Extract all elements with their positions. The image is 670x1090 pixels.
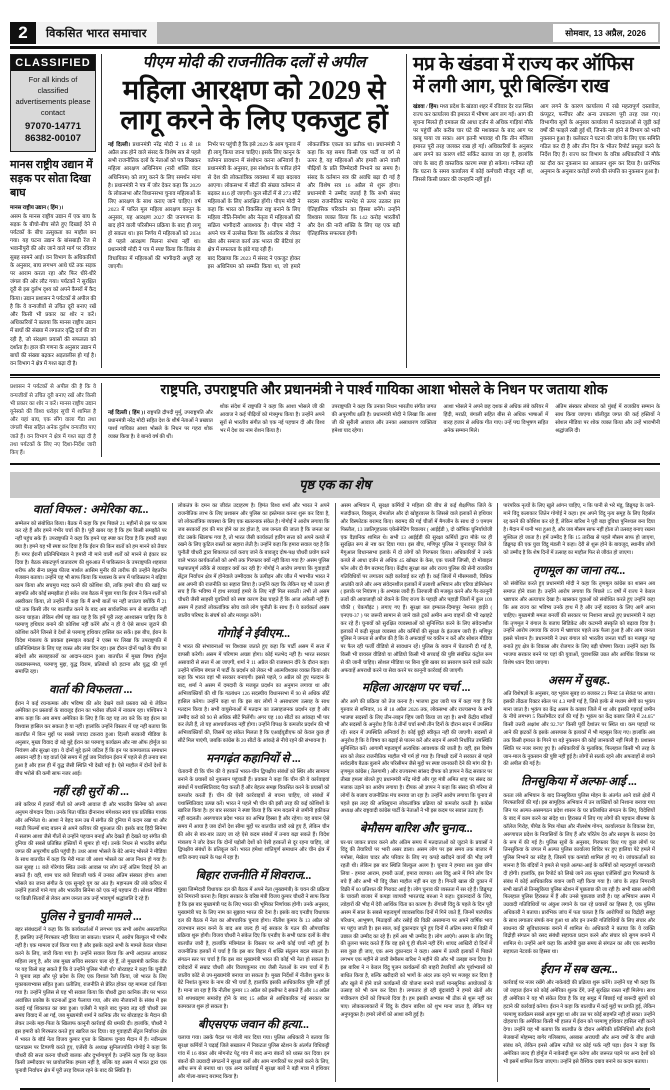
right-body-col-2: आग लगने के कारण कार्यालय में रखे महत्वपूर्ण दस्तावेज, कंप्यूटर, फर्नीचर और अन्य उपकरण पूरी तरह जल गए। विभागीय सूत्रों के अनुसार कार्यालय में करदाताओं से जुड़ी कई वर्षों की फाइलें रखी हुई थीं, जिनके नष्ट होने से विभाग को भारी नुकसान हुआ है। कलेक्टर ने घटना की जांच के लिए एक समिति गठित कर दी है और तीन दिन के भीतर रिपोर्ट प्रस्तुत करने के निर्देश दिए हैं। राज्य कर विभाग के वरिष्ठ अधिकारियों ने मौके का दौरा कर नुकसान का आकलन शुरू कर दिया है। प्रारंभिक अनुमान के अनुसार करोड़ों रुपये की संपत्ति का नुकसान हुआ है। [540,103,660,175]
classified-title: CLASSIFIED [11,55,95,71]
right-headline-line-1: मप्र के खंडवा में राज्य कर ऑफिस [413,54,634,75]
continued-column-1 [10,503,172,1082]
sub-headline: वार्ता की विफलता ... [49,684,133,697]
obituary-headline: राष्ट्रपति, उपराष्ट्रपति और प्रधानमंत्री ने पार्श्व गायिका आशा भोसले के निधन पर जताया शोक [160,383,608,399]
right-story [407,54,660,368]
lead-headline-line-2: लागू करने के लिए एकजुट हों [120,104,388,135]
right-body [413,103,660,184]
sub-headline: गोगोई ने ईवीएम... [216,627,291,640]
left-rail [10,54,102,368]
masthead-date: सोमवार, 13 अप्रैल, 2026 [553,24,658,42]
lead-story [102,54,407,368]
sub-headline: तृणमूल का जाना तय... [532,565,626,578]
sub-headline: महिला आरक्षण पर चर्चा ... [362,682,471,695]
sub-headline: असम में सुबह.. [547,674,611,687]
lead-body-col-1: प्रधानमंत्री नरेंद्र मोदी ने 16 से 18 अप्रैल तक होने वाले संसद के विशेष सत्र से पहले सभी राजनीतिक दलों के नेताओं को पत्र लिखकर महिला आरक्षण अधिनियम (नारी शक्ति वंदन अधिनियम) को लागू करने के लिए समर्थन मांगा है। प्रधानमंत्री ने पत्र में जोर देकर कहा कि 2029 के लोकसभा और विधानसभा चुनाव महिलाओं के लिए आरक्षण के साथ कराए जाने चाहिए। वर्ष 2023 में पारित मूल महिला आरक्षण कानून के अनुसार, यह आरक्षण 2027 की जनगणना के बाद होने वाली परिसीमन प्रक्रिया के बाद ही लागू हो सकता था। इस निर्णय में महिलाओं को 2034 से पहले आरक्षण मिलना संभव नहीं था। प्रधानमंत्री मोदी ने पत्र में स्पष्ट किया कि विलंब से विधायिका में महिलाओं की भागीदारी अधूरी रह जाएगी। [108,142,201,270]
sub-headline: बेमौसम बारिश और चुनाव... [359,823,473,836]
lead-headline-line-1: महिला आरक्षण को 2029 से [122,74,386,105]
sub-headline: वार्ता विफल : अमेरिका का... [32,504,149,517]
masthead-filler [157,22,554,44]
classified-phone-1: 97070-14771 [25,120,81,132]
masthead [10,22,660,44]
article-body: मुख्य जिम्मेदारी विधायक दल की बैठक में अपने नेता (मुख्यमंत्री) के चयन की प्रक्रिया को निगरानी करना है। बिहार सरकार के वरिष्ठ मंत्री विजय कुमार चौधरी ने साफ किया है कि इस बार मुख्यमंत्री पद के लिए भारत की भूमिका निर्णायक होगी। उनके अनुसार, मुख्यमंत्री पद के लिए नाम का सुझाव भारत की देना है। इसके बाद एनडीए विधायक दल की बैठक में नेता का औपचारिक चुनाव होगा। नीतीश कुमार के 13 अप्रैल को राजभवन सदन बनने के बाद अब जल्द ही नई सरकार के गठन की औपचारिक प्रक्रिया शुरू होगी। विजय चौधरी ने संकेत दिए कि एनडीए के सभी घटक दलों के बीच बातचीत जारी है, हालांकि मंत्रिमंडल के विस्तार पर अभी कोई चर्चा नहीं हुई है। राजनीतिक हलकों में चर्चा है कि इस बार बिहार में शक्ति संतुलन बदल सकता है। संगठन स्तर पर चर्चा है कि इस बार मुख्यमंत्री भारत की कोई भी नेता हो सकता है। दावेदारों में सम्राट चौधरी और विजयकुमार राय जैसी नेताओं के नाम चर्चा में हैं। जातीय कोटे से उप-मुख्यमंत्री बनाया जा सकता है। मुख्य निर्देशों में नीतीश कुमार के बेटे निशांत कुमार के नाम की भी चर्चा है, हालांकि इसकी आधिकारिक पुष्टि नहीं हुई है। माना जा रहा है कि नीतीश कुमार 13 अप्रैल को इस्तीफा दे सकते हैं और 14 अप्रैल को शपथग्रहण समारोह होने के बाद 15 अप्रैल से आधिकारिक नई सरकार का कामकाज शुरू हो सकता है। [177,886,330,1010]
classified-ad-box[interactable] [10,54,96,152]
band-rule [10,463,660,465]
sidebar-overflow: प्रशासन ने पर्यटकों से अपील की है कि वे वन्यजीवों से उचित दूरी बनाए रखें और किसी भी प्रकार का शोर न करें। मानस राष्ट्रीय उद्यान यूनेस्को की विश्व धरोहर सूची में शामिल है और यहां बाघ, एक सींग वाला गैंडा तथा जंगली भैंसा सहित अनेक दुर्लभ वन्यजीव पाए जाते हैं। वन विभाग ने क्षेत्र में गश्त बढ़ा दी है तथा पर्यटकों के लिए नए दिशा-निर्देश जारी किए हैं। [10,384,96,457]
article-body: लंबे करियर में हजारों गीतों को अपनी आवाज दी और भारतीय सिनेमा को अपना अनुपम योगदान दिया। उनके पिता पंडित दीनानाथ मंगेशकर स्वयं एक प्रतिष्ठित गायक और अभिनेता थे। आशा ने बेहद कम उम्र में संगीत की दुनिया में कदम रखा था और मराठी फिल्मों शब्द बालन से अपने करियर की शुरुआत की। इसके बाद हिंदी सिनेमा में सलाम आशा जैसे गीतों से उन्होंने पहचान बनाई और देखते ही देखते वह संगीत की दुनिया की सबसे प्रतिष्ठित हस्तियों में शुमार हो गईं। उनके निधन से भारतीय संगीत जगत की अपूरणीय क्षति पहुंची है। उधर आशा भोसले के बेटे आनंद भोसले ने मीडिया के साथ बातचीत में कहा कि मेरी माता जी आशा भोसले का आज निधन हो गया है। कल सुबह 11 बजे गोरेगांव स्थित उनके आवास पर लोग उन्हें अंतिम विदाई देने आ सकते हैं। वहीं, शाम चार बजे शिवाजी पार्क में उनका अंतिम संस्कार होगा। आशा भोसले का जाना संगीत के एक सुनहरे युग का अंत है। महानतम की लंबे करियर में उन्होंने हजारों गाने गाए और भारतीय सिनेमा को एक नई पहचान दी। सोशल मीडिया पर किन्नी सितारों से लेकर आम जनता तक उन्हें भावपूर्ण श्रद्धांजलि दे रहे हैं। [15,802,167,903]
article-body: करता लंबे अभियान के बाद तिनसुकिया पुलिस मोहन के अंतर्गत आने वाले क्षेत्रों में गिरफ्तारियों की गईं। इस सामूहिक अभियान में उन व्यक्तियों को निशाना बनाया गया जिन पर अल्फा-असमगठन प्रदेश शासन के घर प्रतिबंधित संगठन के लिए, विदेशियों के बाद में काम करने का संदेह था। हिरासत में लिए गए लोगों की पहचान बीरुष्मा के कॉलेज गिरोह, पीपेड के मित्र गोखा और नीलशेष गोगन, कार्यालयता के विकास देवा, अरुणाचल प्रदेश के निवासियों के लिए हैं और परिंतेप देव और साकृष के सरवन देव के रूप में की गई है। पुलिस सूत्रों के अनुसार, गिरफ्तार किए गए कुछ लोगों पर तिनसुकिया के जंगल में अल्फा पुलिस कार्यालय शिविर पर हुए हालिया पेटे हमले में पुलिस निभाने का संदेह है, जिसमें एक कमांडो शामिल हो गए थे। जांचकर्ताओं का मानना है कि बंदियों ने हमले से पहले अल्फा-आई के कर्मियों को महत्वपूर्ण जानकारी दी होगी। हालांकि, इस रिपोर्ट को लिखे जाने तक सुरक्षा एजेंसियों द्वारा गिरफ्तारी के संबंध में कोई आधिकारिक बयान जारी नहीं किया गया है। जांच के तहत निगरानी सभी खातों से तिनसुकिया पुलिस स्टेशन में पूछताछ की जा रही है। सभी खास आरोपी फिलहाल पुलिस हिरासत में हैं और उनसे पूछताछ जारी है। यह अभियान असम में उग्रवादी गतिविधियों पर अंकुश लगाने के चल रहे प्रयासों का हिस्सा है, एक पुलिस अधिकारी ने बताया। प्रारंभिक जांच में पता चलता है कि आरोपियों का विद्रोही समूह के साथ लगातार संपर्क बना हुआ था और इन उनकी गतिविधियों के लिए संचार और साधनव की सुविधाजनक बनाने में शामिल थे। अधिकारी ने बताया कि ये व्यक्ति विद्रोही संगठन को रसद संबंधी सहायता प्रदान करने और संचार को सुगम बनाने में शामिल थे। उन्होंने आगे कहा कि आरोपी कुछ समय से संगठन का और एक स्थानीय सहायता नेटवर्क का हिस्सा था। [503,792,655,956]
sub-headline: बिहार राजनीति में शिवराज... [195,870,312,883]
article-body: चलाया गया। उसके पैदल पर गोली मार दिया गया। पुलिस अधिकारी ने बताया कि सुरक्षा कर्मियों ने चढ़ाई जिले सखालन में निकटता पुलिस स्टेशन के अंतर्गत विधिकट्टी गांव में 16 बंकर और मोगनोट पेटू गांव में बाद अन्य बंकरों को ध्वस्त कर दिया। इन बंकरों की उग्रवादी संगठनों ने सुरक्षा बलों और आम नागरिकों पर हमले करने के लिए, अवैध रूप से बनाया था। एक अन्य कार्रवाई में सुरक्षा बलों ने बड़ी मात्रा में हथियार और गोला-बारूद बरामद किया है। [177,1035,330,1081]
sub-headline: नहीं रही सुरों की ... [52,785,130,798]
article-body: और आगे की प्रक्रिया को तेज करना है। भाजपा द्वारा जारी पत्र में कहा गया है कि गुरुवार से शनिवार, 16 से 18 अप्रैल 2026 तक, लोकसभा और राज्यसभा के सभी भाजपा सदस्यों के लिए तीन-लाइन व्हिप जारी किया जा रहा है। सभी केंद्रीय मंत्रियों और सदस्यों के अनुरोध है कि वे तीनों चर्चा सभी तीन दिनों के दौरान सदन में उपस्थित रहें। सदन में उपस्थिति अनिवार्य है। कोई छुट्टी स्वीकृत नहीं की जाएगी। सदस्यों से अनुरोध है कि वे विषय का बढ़ाई से पालन करें और सदन में अपनी निर्धारित उपस्थिति सुनिश्चित करें। आगामी महत्वपूर्ण अत्यधिक आवश्यक की जाती है। वहीं, इस विशेष सत्र को लेकर राजनीतिक माहौल भी गर्म हो गया है। विपक्षी दलों ने सरकार से पहले सर्वदलीय बैठक बुलाने और परिसीमन जैसे मुद्दों पर स्पष्ट जानकारी देने की मांग की है। तृणमूल कांग्रेस ( तेलगामी ) और राज्यसभा सांसद दीपक को ज्ञापन ने केंद्र सरकार पर तीखा हमला बोलते हुए प्रधानमंत्री नरेंद्र मोदी और गृह मंत्री अमित शाह पर संसद का मजाक उड़ाने का आरोप लगाया है। दीपक ओ ज्ञापन ने कहा कि संसद की गरिमा से लोगों के बजाय राजनीतिक मंच बनाया जा रहा है। उन्होंने आरोप लगाया कि चुनाव से पहले इस तरह की अधिसूचना लोकतांत्रिक प्रक्रिया को कमजोर करती है। कांग्रेस अध्यक्ष और राष्ट्रवादी कांग्रेस पार्टी के नेताओं ने भी इस कदम पर सवाल उठाए हैं। [340,698,493,815]
article-body: चेतावनी दी कि चीन की ये हरकतें भारत-चीन द्विपक्षीय संबंधों को स्थिर और सामान्य बनाने के प्रयासों को नुकसान पहुंचाती हैं। प्रवक्ता ने कहा कि चीन की ये कार्रवाइयां संबंधों में यथास्थितिवाद पैदा करती हैं और बेहतर समझ विकसित करने के प्रयासों को कमजोर करती हैं। चीन की ऐसी कार्रवाइयों से बचना चाहिए, जो संबंधों में यथास्थितिवाद उत्पन्न करें। भारत ने पहले भी चीन की इसी तरह की कई कोशिशों के खारिज किया है। हर बार सरकार ने स्पष्ट किया है कि नाम बदलने से जमीनी हकीकत नहीं बदलती। अरुणाचल प्रदेश भारत का अभिन्न हिस्सा है और रहेगा। यह बयान ऐसे समय में आया है जब दोनों देश सीमा मुद्दों पर बातचीत जारी रखे हुए हैं, लेकिन चीन की ओर से बार-बार उठाए जा रहे ऐसे कदम संबंधों में तनाव बढ़ा सकते हैं। विदेश मंत्रालय ने जोर देकर कि दोनों पड़ोसी देशों को ऐसी हरकतों से दूर रहना चाहिए, जो द्विपक्षीय संबंधों के प्रतिकूल करें। भारत हमेशा शांतिपूर्ण समाधान और चीन क्षेत्र में शांति बनाए रखने के पक्ष में रहा है। [177,769,330,862]
right-body-col-1: मध्य प्रदेश के खंडवा शहर में रविवार देर रात स्थित राज्य कर कार्यालय की इमारत में भीषण आग लग गई। आग की सूचना मिलते ही दमकल की आधा दर्जन से अधिक गाड़ियां मौके पर पहुंचीं और करीब चार घंटे की मशक्कत के बाद आग पर काबू पाया जा सका। आग इतनी भयावह थी कि तीन मंजिला इमारत पूरी तरह जलकर राख हो गई। अधिकारियों के अनुसार आग लगने का कारण शॉर्ट सर्किट बताया जा रहा है, हालांकि जांच के बाद ही वास्तविक कारण स्पष्ट हो सकेगा। गनीमत रही कि घटना के समय कार्यालय में कोई कर्मचारी मौजूद नहीं था, जिससे किसी प्रकार की जनहानि नहीं हुई। [413,103,533,183]
obituary-left-filler [10,383,102,457]
article-body: असम अभियान में, सुरक्षा कर्मियों ने महिला की बीच से कई शैक्षणिक जिले के मजदीकल, विक्कुल, रोमजोल और दो खोहुरवल्ल के जिससे वाले इलाकों से हथियार और विस्फोटक बरामद किए। बरामद की गई चीजों में मैगजीन के साथ दो 9 एमएम पिस्तौल, 13 उन्नतिगृहातक एकेसेनेटिंग रिवाल्वर ( आईईडी ), दो कॉपिक चुनिर्यायोजी एक वैज्ञानिक शामिल थे। सभी 13 आईईडी की सुरक्षा कर्मियों द्वारा मौके पर ही सुरक्षित रूप से नष्ट कर दिया गया। इस बीच, मणिपुर पुलिस ने चुनावपुर जिले के मैगुआल विधानसभा इलाके में दो लोगों को गिरफ्तार किया। अधिकारियों ने उनके कब्जे से आधा दर्जन से अधिक 45 खोखर के केस, एक चलती जिप्सी, दो मोबाइल फोन और दो बैग बरामद किए। केंद्रीय सुरक्षा बल और राज्य पुलिस की सेनी राजकीय गतिविधियों पर लगातार कड़ी कार्रवाई कर रही हैं। कई जिलों में मौसमबारी, विधिक आतंकी वाले और अन्य संवेदनशील इलाकों में तलाशी अभियान और एरिया डोमिनेशन ( इलाके पर नियंत्रण ) के अभ्यास जारी हैं। तिरपाली की मजबूत करने और गैर-कानूनी तत्वों की आवाजाही को रोकने के लिए राज्य के पहाड़ी और पहाड़ी जिलों में कुल 109 चौकी ( चेकपॉइंट ) लगाए गए हैं। सुरक्षा बल इम्फाल-दिमापुर नेशनल हाईवे ( एनएच-37 ) पर जरूरी सामान से जाने वाले ट्रकों अमीन अन्य वाहनों की भी रक्षाहटे कर रहे हैं। चुनावों को सुरक्षित व्यवस्थाओं को सुनिश्चित करने के लिए संवेदनशील इलाकों में कड़ी सुरक्षा व्यवस्था और कर्मियों की सुरक्षा के इंतजाम जारी हैं। मणिपुर पुलिस ने जनता से अपील की है कि वे अफवाहों पर यकीन न करें और सोशल मीडिया पर फैल रही फर्जी वीडियो से सावधान रहें। पुलिस के बयान में चेतावनी दी गई है, किसी भी वायरल वीडियो या ऑडियो किसी भी सच्चाई की पुष्टि संबंधित कंट्रोल रूम से की जानी चाहिए। सोशल मीडिया पर बिना पुष्टि खबर का प्रसारण करने वाले कठोर अफवाहें अपराधी करने या सेवा करने पर कानूनी कार्रवाई की जाएगी। [340,503,493,674]
section-bar-title: पृष्ठ एक का शेष [299,477,371,493]
article-body: पारंपरिक नृत्यों के लिए खुले आंगन चाहिए, न कि पानी से भरे मंडू, डिब्रूगढ़ के जाने-माने विंदु कलाकार जितेन गोगोई ने कहा। हम अपने विंदु नृत्य समूह के लिए रिहर्सल रद्द करने की कोशिश कर रहे हैं, लेकिन बारिश ने पूरी बड़ा दुविधा पुनिश्चल बना दिया है। मैदान में पानी भरा हुआ है, और जब मौसम साफ नहीं होता तो उत्साह बनाए रखना मुश्किल हो जाता है। हमें उम्मीद है कि 15 तारीख से पहले मौसम साफ हो जाएगा, डिब्रूगढ़ की एक युवा विंदु मंडली ने कहा। देरी से शुरू होने के बावजूद, स्थानीय लोगों को उम्मीद है कि शेष दिनों में उत्साह का माहौल फिर से जीवंत हो जाएगा। [503,503,655,557]
article-body: ईरान ने कई रचनात्मक और भविष्य की ओर देखने वाले प्रस्ताव रखे थे लेकिन अमेरिका इन प्रस्तावों के बावजूद ईरान का भरोसा जीतने में नाकाम रहा। पश्चिमन ने साफ कहा कि अब समय अमेरिका के लिए है कि वह यह तय करे कि वह ईरान का विश्वास हासिल कर सकता है या नहीं। हालांकि उन्होंने विस्तार में यह नहीं बताया कि बातचीत में किन मुद्दों पर सबसे ज्यादा टकराव हुआ। दिल्ली सरकारी मीडिया के अनुसार, मुख्य विवाद दो बड़े मुद्दे ईरान का परमाणु कार्यक्रम और नष्ट ऑफ होर्मुज का नियंत्रण और सुरक्षा रहा। ये दोनों मुद्दे इतने जटिल हैं कि इन पर कामचलाऊ समाधान आसान नहीं है। यह वार्ता ऐसे समय में हुई जब निर्वाचन ईरान में पहले से ही तनाव बना हुआ है और हाल ही में युद्ध जैसी स्थिति भी देखी गई है। ऐसे माहौल में दोनों देशों के बीच भरोसे की कमी साफ नजर आई। [15,700,167,778]
sidebar-dateline: मानस राष्ट्रीय उद्यान ( हिंम )। [10,205,64,212]
top-zone-rule [10,374,660,376]
right-dateline: खंडवा / हिंम। [413,103,439,110]
sub-headline: पुलिस ने चुनावी मामले ... [39,911,142,923]
obituary-story [102,383,660,457]
obituary-col-2: शोक संदेश में राष्ट्रपति ने कहा कि आशा भोसले जी की आवाज ने कई पीढ़ियों को मंत्रमुग्ध किया है। उन्होंने अपने सुरों से भारतीय संगीत को एक नई पहचान दी और विश्व भर में देश का नाम रोशन किया है। [219,404,325,434]
obituary-dateline: नई दिल्ली ( हिंम )। [108,410,146,417]
lead-body [108,141,400,271]
article-body: घर-घर जाकर प्रचार करने और अंतिम समय में मतदाताओं को जुटाने के प्रयासों ने विंदु की तैयारियों पर भारी असर डाला। असम लोग पर इस समय तक बाजार में गमोसा, मेखेला चादर और परिवार के लिए नए कपड़े खरीदने वालों की भीड़ लगी रहती थी। लेकिन इस बार स्थिति बिल्कुल अलग है। चुनाव ने हमारा सब कुछ छीन लिया - हमारा आराम, हमारी ऊर्जा, हमारा व्यापार। अब विंदु आने में गिने लोग दिन बचे हैं और अभी भी विंदु जैसा माहौल नहीं बन रहा है। गिनती खास की दुकान में विक्री में 60 प्रतिशत की गिरावट आई है। लोग चुनाव की व्यस्तता में रस रहे हैं। डिब्रूगढ़ के चावली बाजार में कपड़ा व्यापारी भारतचंद्र बरुआ ने कहा। दुकानदारों के लिए, त्योहारों की भीड़ में देरी आर्थिक चिंता का कारण है। रोंगाली विंदु के पहले के दिन पूरी असम में साल के सबसे महत्वपूर्ण व्यावसायिक दिनों में गिने जाते हैं, जिनमें पारंपरिक परिधान, आभूषण, मिठाइयों और रसोई की विक्री असामान्य पर अपने वार्षिक भाव पर पहुंच जाती है। इस साल, कई दुकानदार चुने हुए दिनों में अंतिम समय में विक्री में उछाल की उम्मीद का रहे हैं। हमें अब भी उम्मीद है। लोग आएंगे। असम के लोग विंदु की तुलना पसंद करते हैं कि वह इसे यूं ही बीतने नहीं देंगे। शायद आखिरी दो दिनों में सब कुछ ही जाए, एक अन्य दुकानदार ने कहा। असम में ऊपरी इलाकों में पिछले लगभग एक महीने से जारी बेमौसम बारिश ने महीने की और भी उलझा बना दिया है। इस बारिश ने न केवल विंदु पूजन कार्यक्रमों की बाहरी तैयारियों और पूर्वाभ्यासों को बाधित किया है, बल्कि खरीदारी को भागों के अंदर तक रहने पर मजबूर कर दिया है और खुले में होने वाले कार्यक्रमों की योजना बनाने वालों मानसूनिक आयोजकों के उत्साह को भी कम कर दिया है। लगातार हो रही बूंदाबांदी ने हमारे खेतों और मंचीकरण दोनों को विफलो दिया है। हम इसकी अभ्यास भी ठीक से शुरू नहीं कर पाए। लोककलाकारों में विंदु के दौरान बारिश को शुभ माना जाता है, लेकिन यह अनुपयुक्त है। हमारे लोगों को आशा बनी हुई है। [340,839,493,1018]
article-body: बहर संबंधदलों ने कहा कि कि कार्यकर्ताओं में लगभग एक सभी आरोप असत्यापित हैं, इसलिए उन्हें गिरफ्तार नहीं किया जा सकता। चालान में, आरोप बिल्कुल भी गंभीर नहीं है। एक मामला दर्ज किया गया है और इसके कहते सभी के मामले केवल पोछना करने के लिए, जारी किया गया है। उन्होंने सवाल किया कि अभी अदालत आयकर महिला लागू है, और जब मुख्य सचिव सरकार चला रहे हैं, तो मुख्यमंत्री कानिक तौर पर यह किसे कह सकते हैं कि वे उन्होंने पुलिस भेजी थी? बोरडाहट ने कहा कि चुनौती ने चुनाव लड़ा और पूरे प्रदेश के लिए एक विशाल रैली किया, जो भारत के लिए मुकाबलाभ्यास सहित हुआ। प्रतीतिए, राजनीति से प्रेरित होकर यह मामला दर्ज किया गया है। उन्होंने पुलिस से यह भी सवाल किया कि चौधरी द्वारा कानिक तौर पर भारत अवांछित प्रकोष्ठ के घटनाओं द्वारा फैलाया गया, और संघ नौजवानों के संबंध में इस कराई गई शिकायत का क्या हुआ। एजेंसी ने पहले बाद चुनाव लड़ रही चौधरी उस समय विवाद में आ गईं, जब मुख्यमंत्री शर्मा ने कानिक तौर पर बोरडाहट के मैदान की लेकर उनके महा-पिता के खिलाफ कानूनी कार्रवाई की धमकी दी। हालांकि, चौधरी ने इस हमारी को गिरफ्तार करते हुए खारिज कर दिया। वह गुवाहाटी सेंट्रल निर्वाचन क्षेत्र में भारत के बॉर्ड नेता विजय कुमार गुप्ता के खिलाफ चुनाव मैदान में हैं। नवीनतम घटनाक्रम पर टिप्पणी करते हुए, एजेंसी के अध्यक्ष सुनिलज्योति गोगोई ने कहा कि चौधरी की सत्ता करना चौधरी बालक और दुर्भाग्यपूर्ण है। उन्होंने कहा कि यह केवल किसी उम्मीदवार पर प्रायोजनिक हमला नहीं है, बल्कि यह असम में भारत द्वारा एक चुनावी निर्वाचन क्षेत्र में पूरी तरह विफल रहने के बाद की स्थिति है। [15,927,167,1075]
lead-body-col-2: निर्भर पर पहुंची है कि इसे 2029 के आम चुनाव में ही लागू किया जाना चाहिए। इसके लिए कानून के वर्तमान प्रावधान में संशोधन करना अनिवार्य है। प्रधानमंत्री के अनुसार, इस संशोधन के पारित होने से देश की लोकतांत्रिक व्यवस्था में बड़ा बदलाव आएगा। लोकसभा में सीटों की संख्या वर्तमान से बढ़कर 816 हो जाएगी। कुल सीटों में से 273 सीटें महिलाओं के लिए आरक्षित होंगी। पीएम मोदी ने कहा कि भारत को विकसित राष्ट्र बनाने के लिए महिला नीति-निर्माण और नेतृत्व में महिलाओं की सक्रिय भागीदारी आवश्यक है। पीएम मोदी ने अपने पत्र में उल्लेख किया कि आंतरिक से लेकर खेल और समाज कार्य तक भारत की बेटियां हर क्षेत्र में सफलता के झंडे गाड़ रही हैं। [207,142,301,254]
obituary-col-3: उपराष्ट्रपति ने कहा कि उनका निधन भारतीय संगीत जगत की अपूरणीय क्षति है। प्रधानमंत्री मोदी ने लिखा कि आशा जी की सुरीली आवाज और उनका असाधारण व्यक्तित्व हमेशा याद रहेगा। [331,404,437,434]
newspaper-page [0,22,670,1081]
right-headline-line-2: में लगी आग, पूरी बिल्डिंग राख [413,76,609,98]
obituary-col-4: आशा भोसले ने अपने छह दशक से अधिक लंबे करियर में हिंदी, मराठी, बंगाली सहित बीस से अधिक भाषाओं में बारह हजार से अधिक गीत गाए। उन्हें पद्म विभूषण सहित अनेक सम्मान मिले। [443,404,549,434]
classified-phone-2: 86382-00107 [25,133,81,145]
sub-headline: ईरान में सब खत्म... [540,963,618,976]
lead-body-col-3: बाद दिखाया कि 2023 में संसद ने एकजुट होकर इस अधिनियम को सम्मति किया था, जो हमारे लोकतांत्रिक एकता का प्रतीक था। प्रधानमंत्री ने कहा कि यह समय किसी एक पार्टी या वर्ग से ऊपर है, यह महिलाओं और हमारी आने वाली पीढ़ियों के प्रति जिम्मेदारी निभाने का समय है। संसद के वर्तमान सत्र की अवधि बढ़ा दी गई है और विशेष सत्र 16 अप्रैल से शुरू होगा। प्रधानमंत्री ने उम्मीद जताई है कि सभी संसद सदस्य राजनीतिक मतभेद से ऊपर उठकर इस ऐतिहासिक परिवर्तन का हिस्सा बनेंगे। उन्होंने विश्वास व्यक्त किया कि 142 करोड़ भारतीयों और देश की नारी शक्ति के लिए यह एक बड़ी ऐतिहासिक सफलता होगी। [207,142,400,270]
page-number: 2 [10,22,36,44]
masthead-rule [10,46,660,49]
continued-section [10,503,660,1082]
paper-name: विकसित भारत समाचार [36,22,157,44]
section-bar [10,472,660,498]
lead-dateline: नई दिल्ली। [108,142,130,149]
sub-headline: मनगढ़ंत कहानियों से ... [206,752,301,765]
top-zone-rule-thin [10,377,660,378]
obituary-col-1: राष्ट्रपति द्रौपदी मुर्मू, उपराष्ट्रपति और प्रधानमंत्री नरेंद्र मोदी सहित देश के शीर्ष नेताओं ने प्रख्यात पार्श्व गायिका आशा भोसले के निधन पर गहरा शोक व्यक्त किया है। वे बानवे वर्ष की थीं। [108,410,213,440]
article-body: को संबोधित करते हुए प्रधानमंत्री मोदी ने कहा कि तृणमूल कांग्रेस का शासन अब समाप्त होने वाला है। उन्होंने आरोप लगाया कि पिछले 15 वर्षों में राज्य ने केवल भ्रष्टाचार और अत्याचार देखा है। खासकर युवाओं को संबोधित करते हुए उन्होंने कहा कि अब राज्य का भविष्य उनके हाथ में है और उन्हें बदलाव के लिए आगे आना चाहिए। मुख्यमंत्री ममता बनर्जी की सरकार पर निशाना साधते हुए प्रधानमंत्री ने कहा कि तृणमूल ने बंगाल के बजाय सिंडिकेट और कटमनी संस्कृति को बढ़ावा दिया है। उन्होंने आरोप लगाया कि राज्य में भ्रष्टाचार पहले तक फैला हुआ है और आम जनता इससे परेशान है। प्रधानमंत्री ने उधर बंगाल को भारतीय जनता पार्टी का मजबूत गढ़ बनाते हुए क्षेत्र के विकास और रोजगार के लिए बड़ी घोषणा किया। उन्होंने कहा कि भाजपा सरकार बनने पर यहां की युवाओं, युवाशक्ति उन्नत और आर्थिक विकास पर विशेष ध्यान दिया जाएगा। [503,581,655,666]
article-body: सम्मेलन को संबोधित किया। बैठक में कहा कि हम पिछले 21 महीनों से इस पर काम कर रहे हैं और हमने गंभीर चर्चा की है। पूरी खबर यह है कि हम किसी समझौते पर नहीं पहुंच सके हैं। उपराष्ट्रपति ने कहा कि हमने यह स्पष्ट कर दिया है कि हमारी लक्ष्य क्या है। हमने यह भी स्पष्ट कर दिया है कि ईरान की किन बातों को हम मानने को तैयार हैं। मगर ईरानी प्रतिनिधिमंडल ने हमारी नौ माने वाली शर्तों को मानने से इंकार कर दिया है। बैठक संकटपूर्ण वातावरण की शुरुआत में पाकिस्तान के उपराष्ट्रपति शहबाज शरीफ और सैन्य प्रमुख फील्ड मार्शल आसिम मुनीर की तारीफ की उन्होंने बेहतरीन मेजबान बताया। उन्होंने यह भी साफ किया कि मध्यस्थ के रूप में पाकिस्तान ने बढ़िया काम किया और सचमुच मदद करने की कोशिश की, ताकि हमारे बीच की खाई पर सहमति और कोई समझौता हो सके। जब बैठक में पूछा गया कि ईरान ने किन शर्तों को अस्वीकार किया, तो उन्होंने में कहा कि मैं सभी बातों पर नहीं जाऊंगा क्योंकि मैं 21 घंटे तक किसी तौर पर बातचीत करने के बाद अब सार्वजनिक रूप से बातचीत नहीं करना चाहता। लेकिन शीर्ष यह बात यह है कि हमें पूरी तरह आश्वासन चाहिए कि वे परमाणु हथियार बनाने की कोशिश नहीं करेंगे और न ही वे ऐसे साधन जुटाने की कोशिश करेंगे जिनसे वे देशों से परमाणु हथियार हासिल कर सकें। इस बीच, ईरान के विदेश मंत्रालय के प्रवक्ता इस्माइल बकाई ने एक्स पर लिखा कि उपराष्ट्रपति में प्रतिनिधिमंडल के लिए यह व्यस्त और लंबा दिन रहा। इस दौरान दोनों पक्षों के बीच का संदेशों और सलाहकारों का आदान-प्रदान हुआ। बातचीत में मुख्य विषय होर्मुज जलडमरूमध्य, परमाणु मुद्दा, युद्ध विराम, प्रतिबंधों को हटाना और युद्ध की पूर्ण समाप्ति रहा। [15,520,167,676]
article-body: कार्रवाई पर नजर रखेंगे और नाकेबंदी की प्रक्रिया शुरू करेंगे। उन्होंने यह भी कहा कि जो जहाज ईरान को कोई अमेरिका शुल्क देंगे, उन्हें सुरक्षित रास्ता नहीं मिलेगा। साथ ही अमेरिका ने यह भी संकेत दिया है कि वह समुद्र में बिछाई गई बारूदी सुरंगों को हटाने की कार्रवाई करेगा। ईरान ने कहा कि बातचीत में कई मुद्दों पर प्रगति हुई, लेकिन परमाणु कार्यक्रम सबसे अहम मुद्दा था और उस पर कोई सहमति नहीं हो सका। उन्होंने दोहराया कि अमेरिका किसी भी हालत में ईरान को परमाणु हथियार हासिल नहीं करने देगा। उन्होंने यह भी बताया कि बातचीत के दौरान अमेरिकी प्रतिनिधियों और ईरानी मेजबानों मोहम्मद बागेर गलिब्बाफ, अब्बास अराघची और अन्य वर्षों के बीच अच्छे संबंध बने, लेकिन इनसे अंतिम नतीजे पर कोई फर्क नहीं पड़ा। ईरान ने कहा कि अमेरिका जल्द ही होर्मुज में नाकेबंदी शुरू करेगा और जरूरत पड़ने पर अन्य देशों को भी इसमें शामिल किया जाएगा। उन्होंने इसे वैश्विक दबाव बनाने का कदम बताया। [503,980,655,1065]
article-body: अति विशेषज्ञों के अनुसार, यह भूकंप सुबह 09 बजकर 21 मिनट 58 सेकंड पर आया। इसकी तीव्रता रिक्टर स्केल पर 4.3 मापी गई है, जिसे हल्के से मध्यम श्रेणी का भूकंप माना जाता है। भूकंप का केंद्र असम के कछार जिले में था और इसकी गहराई जमीन के नीचे लगभग 5 किलोमीटर दर्ज की गई है। भूकंप का केंद्र कछार जिले में 24.65° किसी उत्तरी अक्षांश और 92.76° किसी पूर्वी देशांतर पर स्थित था। कम पहाड़ों पर आने की झटकों के इसके आसपास के इलाकों में भी महसूस किए गए। हालांकि अब तक किसी इमारत के गिरने या बड़े नुकसान की कोई जानकारी नहीं मिली है। प्रशासन स्थिति पर नजर बनाए हुए है। अधिकारियों के मुताबिक, फिलहाल किसी भी तरह के जान-माल के नुकसान की पुष्टि नहीं हुई है। लोगों से सतर्क रहने और अफवाहों से बचने की अपील की गई है। [503,690,655,768]
article-body: लोकतंत्र के दमन का जीवंत उदाहरण है। हिमंत विश्व शर्मा और भारत ने अपने राजनीतिक लाभ के लिए प्रशासन और पुलिस का इस्तेमाल करना शुरू कर दिया है, जो लोकतांत्रिक व्यवस्था के लिए एक खतरनाक संकेत है। गोगोई ने आरोप लगाया कि जब सरकारों हार की मार होने का डर होता है, जब जनता की जाता है कि जनता का वोट उसके खिलाफ गया है, तो भारत जैसी कार्यकर्ता हारिंग सत्ता को अपने कब्जे में रखने के लिए कुटिल रास्तों का सहारा लेती है। उन्होंने कहा कि हमारा सवाल यह है कि चुनौती चौधरी द्वारा शिकायत दर्ज कराए जाने के बावजूद दोष-पक्ष चौधरी प्रयोग करने वाले भारत कार्यकर्ताओं को अभी तक गिरफ्तार क्यों नहीं किया गया है? असम पुलिस पक्षपातपूर्ण तरीके से व्यवहार क्यों कर रही है? गोगोई ने आरोप लगाया कि गुवाहाटी सेंट्रल निर्वाचन क्षेत्र में होनेवाले उम्मीदवार के उत्पीड़न और जीत में भयभीत भारत ने अब अपनी की राजनीति का सहारा लिया है। उन्होंने कहा कि लेकिन यह भी उतना ही सच है कि भविष्य में हाथ सच्चाई हमारे के लिए नहीं मिल सकती। तभी तो असम चौधरी जैसी साहसी युवतियों को स्पष्ट कारण देख चाहते हैं कि आज अकेली नहीं हैं। असम में हजारों लोकतांत्रिक सोच वाले लोग चुनौती के साथ हैं। ये कार्यकर्ता असम जातीय परिषद के संघर्ष को और मजबूत करेंगे। [177,503,330,619]
sidebar-headline: मानस राष्ट्रीय उद्यान में सड़क पर सोता दिखा बाघ [10,159,93,199]
obituary-col-5: अंतिम संस्कार सोमवार को मुंबई में राजकीय सम्मान के साथ किया जाएगा। बॉलीवुड जगत की कई हस्तियों ने सोशल मीडिया पर शोक व्यक्त किया और उन्हें भावभीनी श्रद्धांजलि दी। [555,404,660,434]
continued-column-2 [172,503,335,1082]
top-zone [10,54,660,368]
sub-headline: तिनसुकिया में अल्फा-आई ... [521,776,638,789]
sub-headline: बीएसएफ जवान की हत्या... [197,1018,310,1031]
obituary-band [10,383,660,457]
continued-column-4 [497,503,660,1082]
sidebar-body: असम के मानस राष्ट्रीय उद्यान में एक बाघ के सड़क के बीचो-बीच सोते हुए दिखाई देने से पर्यटकों के बीच उत्सुकता का माहौल बन गया। यह घटना उद्यान के बांसबाड़ी रेंज से भवानीपुरी की ओर जाने वाले मार्ग पर रविवार सुबह सामने आई। वन विभाग के अधिकारियों के अनुसार, बाघ लगभग आधे घंटे तक सड़क पर आराम करता रहा और फिर धीरे-धीरे जंगल की ओर लौट गया। पर्यटकों ने सुरक्षित दूरी से इस दुर्लभ दृश्य को अपने कैमरों में कैद किया। उद्यान प्रशासन ने पर्यटकों से अपील की है कि वे वन्यजीवों से उचित दूरी बनाए रखें और किसी भी प्रकार का शोर न करें। अधिकारियों ने बताया कि मानस राष्ट्रीय उद्यान में बाघों की संख्या में लगातार वृद्धि दर्ज की जा रही है, जो संरक्षण प्रयासों की सफलता को दर्शाता है। हाल की गणना के अनुसार उद्यान में बाघों की संख्या बढ़कर अड़तालीस हो गई है। वन विभाग ने क्षेत्र में गश्त बढ़ा दी है। [10,213,96,368]
continued-column-3 [335,503,498,1082]
classified-body: For all kinds of classified advertisements please contact [15,75,91,117]
obituary-body [108,404,660,442]
lead-kicker: पीएम मोदी की राजनीतिक दलों से अपील [142,54,366,71]
article-body: ने भारत की संभावनाओं पर विश्वास जताते हुए कहा कि पार्टी असम में सत्ता में वापसी करेगी। असम में परिणाम अच्छा होगा। कोई मतभेद नहीं है। भारत सरकार असावारी से सत्ता में आ जाएगी, शर्मा ने 11 अप्रैल की राजस्थान दौरे के दौरान कहा। उन्होंने पश्चिम बंगाल में पार्टी के प्रदर्शन को लेकर भी आत्मविश्वास व्यक्त किया और कहा कि भारत वहां भी सरकार बनाएगी। इससे पहले, 9 अप्रैल को हुए मतदान के बाद, शर्मा ने असम में दमदारी के मजबूत प्रदर्शन का अनुमान लगाया था और अभिव्यक्तियों की थी कि गठबंधन 126 सदस्यीय विधानसभा में 90 से अधिक सीटें हासिल करेगा। उन्होंने कहा था कि इस बार लोगों ने असाधारण उत्साह के साथ मतदान किया है। सभी वायुसेनाओं में मतदान का उत्साहजनक प्रदर्शन रहा है और उम्मीद करो को 90 से अधिक सीटें मिलेंगी। अगर यह 100 सीटों का आंकड़ा भी पार कर लेती हैं, तो यह आश्चर्यजनक नहीं होगा। उन्होंने विपक्ष के कमजोर प्रदर्शन की भी अभिव्यक्तियों की, जिसमें यह संकेत मिलता है कि एआईयूडीएफ को केवल कुछ ही सीटें मिल पाएंगी, जबकि कांग्रेस के 20 सीटों के आंकड़े से नीचे रहने की संभावना है। [177,644,330,744]
